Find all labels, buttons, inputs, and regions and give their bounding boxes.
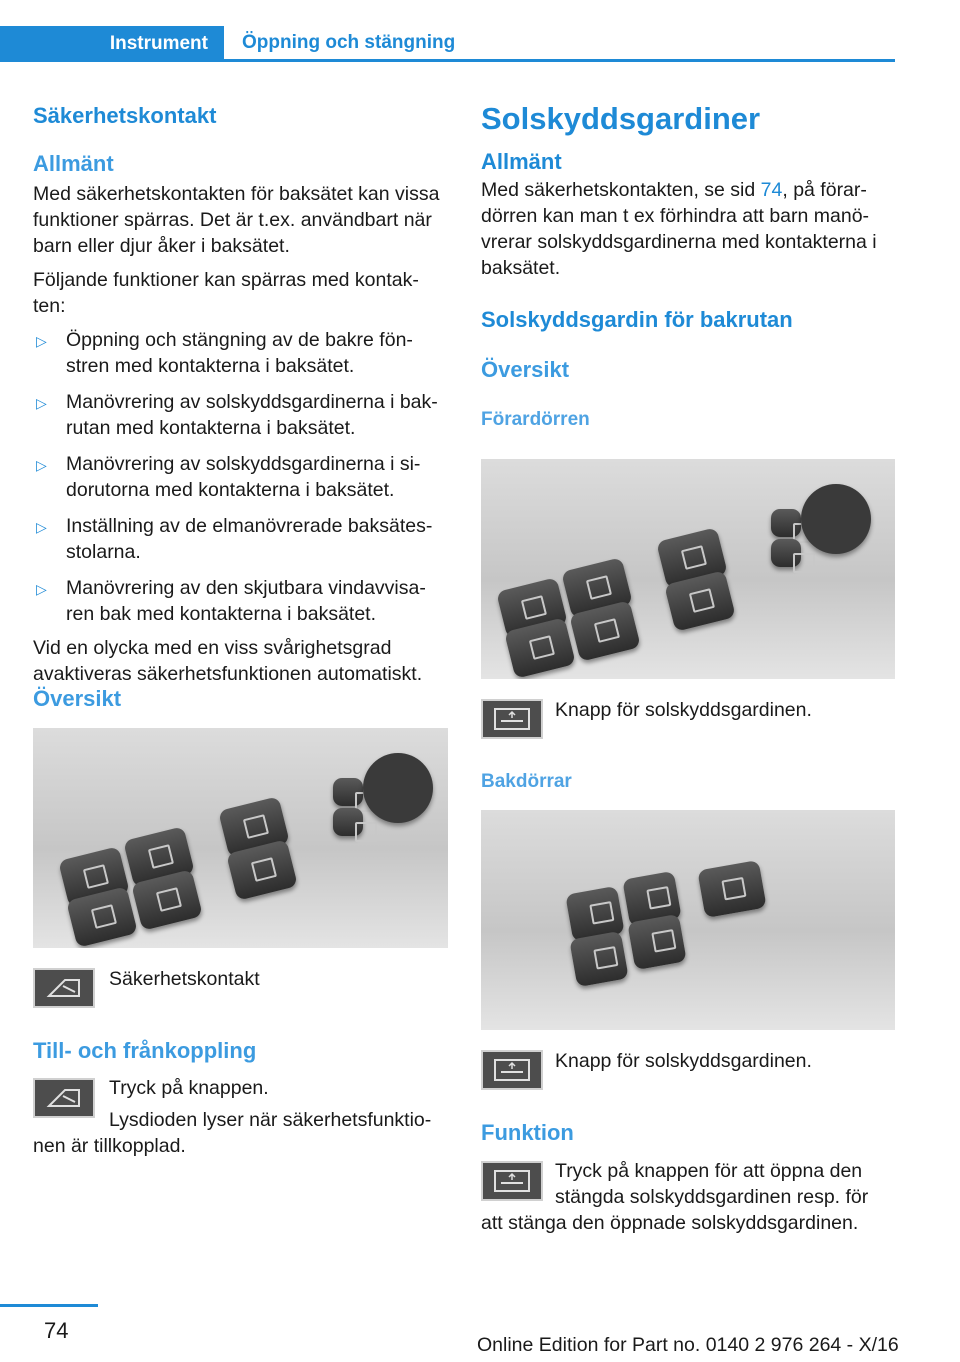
toggle-led-line1: Lysdioden lyser när säkerhetsfunktio‐ [109,1109,432,1131]
caption-safety-switch: Säkerhetskontakt [109,968,260,990]
heading-driver-door: Förardörren [481,409,590,430]
left-column [33,95,448,687]
heading-sunblinds: Solskyddsgardiner [481,101,761,136]
heading-overview-left: Översikt [33,686,122,711]
safety-switch-icon [33,1078,95,1118]
header-bar [0,26,895,62]
rear-door-photo [481,810,895,1030]
triangle-icon: ▷ [36,333,47,349]
safety-switch-icon [33,968,95,1008]
footer-divider [0,1304,98,1307]
triangle-icon: ▷ [36,395,47,411]
triangle-icon: ▷ [36,457,47,473]
tab-instrument[interactable]: Instrument [0,26,224,62]
function-line3: att stänga den öppnade solskyddsgardinen. [481,1212,859,1234]
edition-note: Online Edition for Part no. 0140 2 976 264 - X/16 [477,1334,899,1356]
list-item: ▷ Manövrering av solskyddsgardinerna i bak‐rutan med kontakterna i baksätet. [36,391,438,439]
page-link[interactable]: 74 [760,179,783,201]
tab-opening-closing[interactable]: Öppning och stängning [242,31,456,53]
heading-general: Allmänt [33,151,114,176]
toggle-step-press: Tryck på knappen. [109,1077,269,1099]
heading-rear-doors: Bakdörrar [481,771,572,792]
right-column [481,95,896,431]
function-line2: stängda solskyddsgardinen resp. för [555,1186,869,1208]
caption-sunblind-1: Knapp för solskyddsgardinen. [555,699,812,721]
toggle-led-line2: nen är tillkopplad. [33,1135,186,1157]
list-item: ▷ Öppning och stängning av de bakre fön‐stren med kontakterna i baksätet. [36,329,413,377]
heading-general-right: Allmänt [481,149,562,174]
heading-safety-switch: Säkerhetskontakt [33,103,217,128]
heading-rear-window-blind: Solskyddsgardin för bakrutan [481,307,793,332]
accident-note: Vid en olycka med en viss svårighetsgrad avaktiveras säkerhetsfunktionen automatiskt. [33,637,423,685]
triangle-icon: ▷ [36,519,47,535]
intro-paragraph: Med säkerhetskontakten för baksätet kan vissa funktioner spärras. Det är t.ex. användbart när barn eller djur åker i baksätet. [33,183,440,257]
sunblind-button-icon [481,1161,543,1201]
functions-intro: Följande funktioner kan spärras med kontak‐ten: [33,269,419,317]
heading-function: Funktion [481,1120,574,1145]
function-list [33,327,448,627]
heading-overview-right: Översikt [481,357,570,382]
page-number: 74 [44,1318,69,1343]
list-item: ▷ Manövrering av den skjutbara vindavvisa‐ren bak med kontakterna i baksätet. [36,577,426,625]
driver-door-photo [481,459,895,679]
sunblind-button-icon [481,699,543,739]
triangle-icon: ▷ [36,581,47,597]
sunblind-button-icon [481,1050,543,1090]
list-item: ▷ Manövrering av solskyddsgardinerna i si‐dorutorna med kontakterna i baksätet. [36,453,421,501]
caption-sunblind-2: Knapp för solskyddsgardinen. [555,1050,812,1072]
list-item: ▷ Inställning av de elmanövrerade baksätes‐stolarna. [36,515,433,563]
heading-toggle: Till- och frånkoppling [33,1038,257,1063]
function-line1: Tryck på knappen för att öppna den [555,1160,863,1182]
sunblind-intro: Med säkerhetskontakten, se sid 74, på förar‐dörren kan man t ex förhindra att barn manö‐vrerar solskyddsgardinerna med kontakterna i baksätet. [481,179,877,279]
header-divider [0,59,895,62]
door-switch-photo-left [33,728,448,948]
